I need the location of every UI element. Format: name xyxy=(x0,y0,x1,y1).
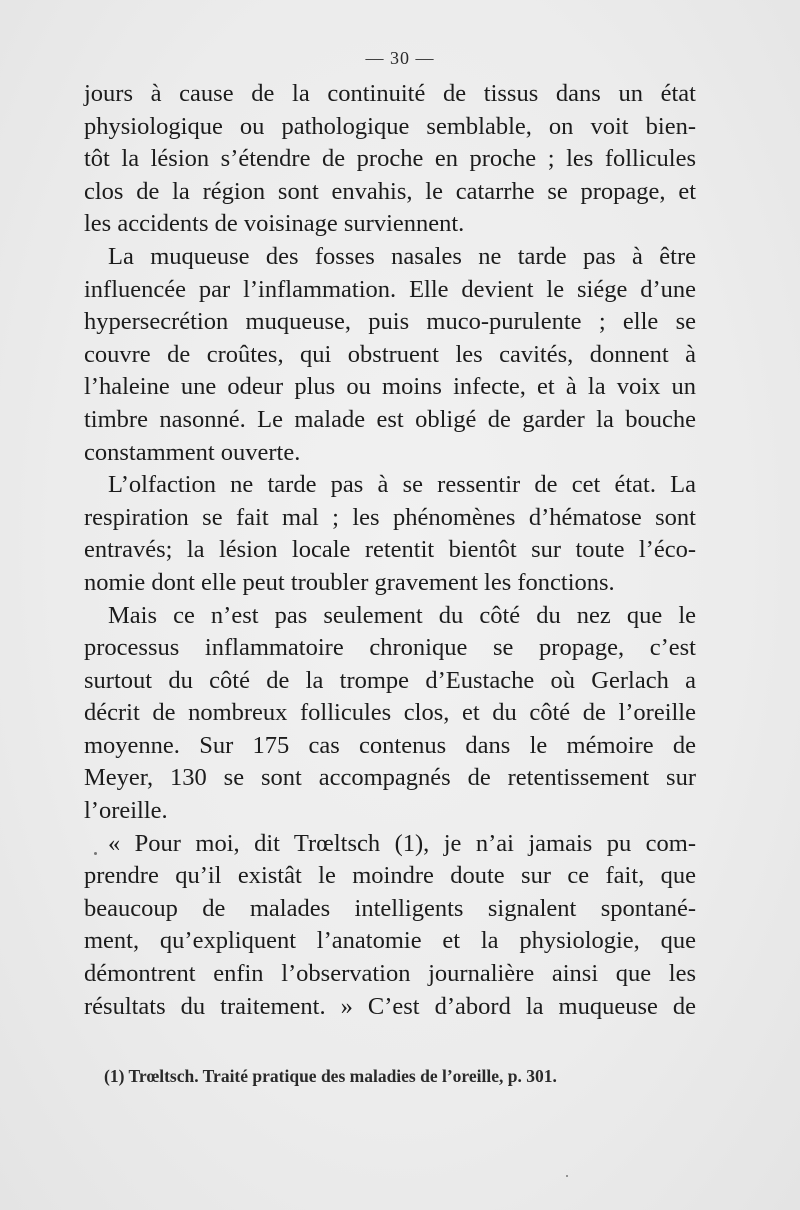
text-line: timbre nasonné. Le malade est obligé de garder la bouche xyxy=(84,405,696,433)
text-line: physiologique ou pathologique semblable, on voit bien- xyxy=(84,112,696,140)
text-line: constamment ouverte. xyxy=(84,438,301,466)
footnote: (1) Trœltsch. Traité pratique des maladies de l’oreille, p. 301. xyxy=(104,1066,557,1086)
text-line: entravés; la lésion locale retentit bientôt sur toute l’éco- xyxy=(84,536,696,564)
text-line: hypersecrétion muqueuse, puis muco-purulente ; elle se xyxy=(84,308,696,336)
text-line: processus inflammatoire chronique se propage, c’est xyxy=(84,634,696,662)
text-line: l’haleine une odeur plus ou moins infecte, et à la voix un xyxy=(84,373,696,401)
text-line: « Pour moi, dit Trœltsch (1), je n’ai jamais pu com- xyxy=(108,829,696,857)
text-line: Meyer, 130 se sont accompagnés de retentissement sur xyxy=(84,764,696,792)
ink-speck xyxy=(566,1175,568,1177)
text-line: couvre de croûtes, qui obstruent les cavités, donnent à xyxy=(84,340,696,368)
text-line: tôt la lésion s’étendre de proche en proche ; les follicules xyxy=(84,145,696,173)
text-line: respiration se fait mal ; les phénomènes d’hématose sont xyxy=(84,503,696,531)
body-text xyxy=(84,78,696,1023)
page-number: — 30 — xyxy=(365,48,435,68)
text-line: ment, qu’expliquent l’anatomie et la physiologie, que xyxy=(84,927,696,955)
text-line: décrit de nombreux follicules clos, et du côté de l’oreille xyxy=(84,699,696,727)
text-line: moyenne. Sur 175 cas contenus dans le mémoire de xyxy=(84,731,696,759)
text-line: L’olfaction ne tarde pas à se ressentir de cet état. La xyxy=(108,471,696,499)
text-line: La muqueuse des fosses nasales ne tarde pas à être xyxy=(108,242,696,270)
text-line: résultats du traitement. » C’est d’abord la muqueuse de xyxy=(84,992,696,1020)
text-line: Mais ce n’est pas seulement du côté du nez que le xyxy=(108,601,696,629)
text-line: influencée par l’inflammation. Elle devient le siége d’une xyxy=(84,275,696,303)
text-line: beaucoup de malades intelligents signalent spontané- xyxy=(84,894,696,922)
text-line: surtout du côté de la trompe d’Eustache où Gerlach a xyxy=(84,666,696,694)
text-line: jours à cause de la continuité de tissus dans un état xyxy=(84,80,696,107)
text-line: les accidents de voisinage surviennent. xyxy=(84,210,465,238)
text-line: l’oreille. xyxy=(84,797,168,825)
text-line: démontrent enfin l’observation journalière ainsi que les xyxy=(84,960,696,988)
ink-speck xyxy=(94,852,97,855)
text-line: clos de la région sont envahis, le catarrhe se propage, et xyxy=(84,177,696,205)
text-line: nomie dont elle peut troubler gravement les fonctions. xyxy=(84,568,615,596)
text-line: prendre qu’il existât le moindre doute sur ce fait, que xyxy=(84,862,696,890)
